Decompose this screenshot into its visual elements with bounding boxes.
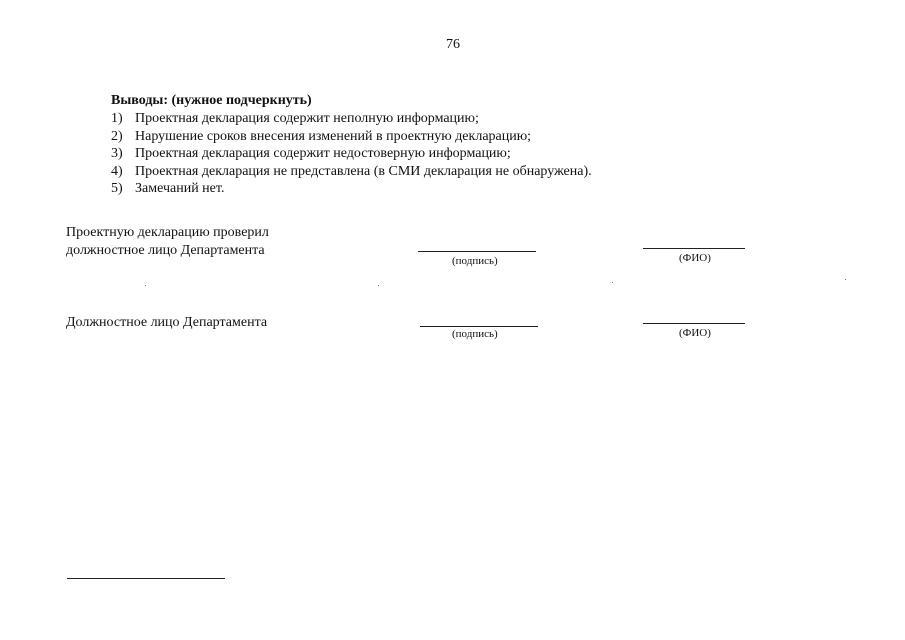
footnote-separator [67,578,225,579]
conclusion-text: Проектная декларация содержит неполную информацию; [135,111,479,126]
conclusion-number: 3) [111,146,123,161]
checked-by-label [66,224,269,260]
signature-line [418,251,536,252]
scan-dot [845,279,846,280]
official2-label: Должностное лицо Департамента [66,315,268,330]
scan-dot [145,285,146,286]
checked-by-line2: должностное лицо Департамента [66,243,265,258]
scan-dot [378,285,379,286]
conclusion-number: 5) [111,181,123,196]
page-number: 76 [446,37,460,52]
conclusion-text: Нарушение сроков внесения изменений в проектную декларацию; [135,128,532,144]
conclusion-item [111,128,592,146]
conclusion-text: Проектная декларация содержит недостоверную информацию; [135,146,511,161]
signature-caption: (подпись) [452,328,498,340]
conclusion-text: Проектная декларация не представлена (в СМИ декларация не обнаружена). [135,163,592,179]
name-caption: (ФИО) [679,327,711,339]
name-caption: (ФИО) [679,252,711,264]
conclusion-item [111,163,592,181]
conclusion-text: Замечаний нет. [135,181,225,196]
signature-line [420,326,538,327]
name-line [643,248,745,249]
scan-dot [612,282,613,283]
conclusion-item [111,110,592,128]
conclusions-list [111,110,592,198]
conclusion-number: 1) [111,111,123,126]
signature-caption: (подпись) [452,255,498,267]
conclusion-number: 4) [111,163,123,179]
conclusion-item [111,180,592,198]
conclusion-item [111,145,592,163]
name-line [643,323,745,324]
conclusion-number: 2) [111,128,123,144]
conclusions-title: Выводы: (нужное подчеркнуть) [111,93,312,108]
checked-by-line1: Проектную декларацию проверил [66,225,269,240]
